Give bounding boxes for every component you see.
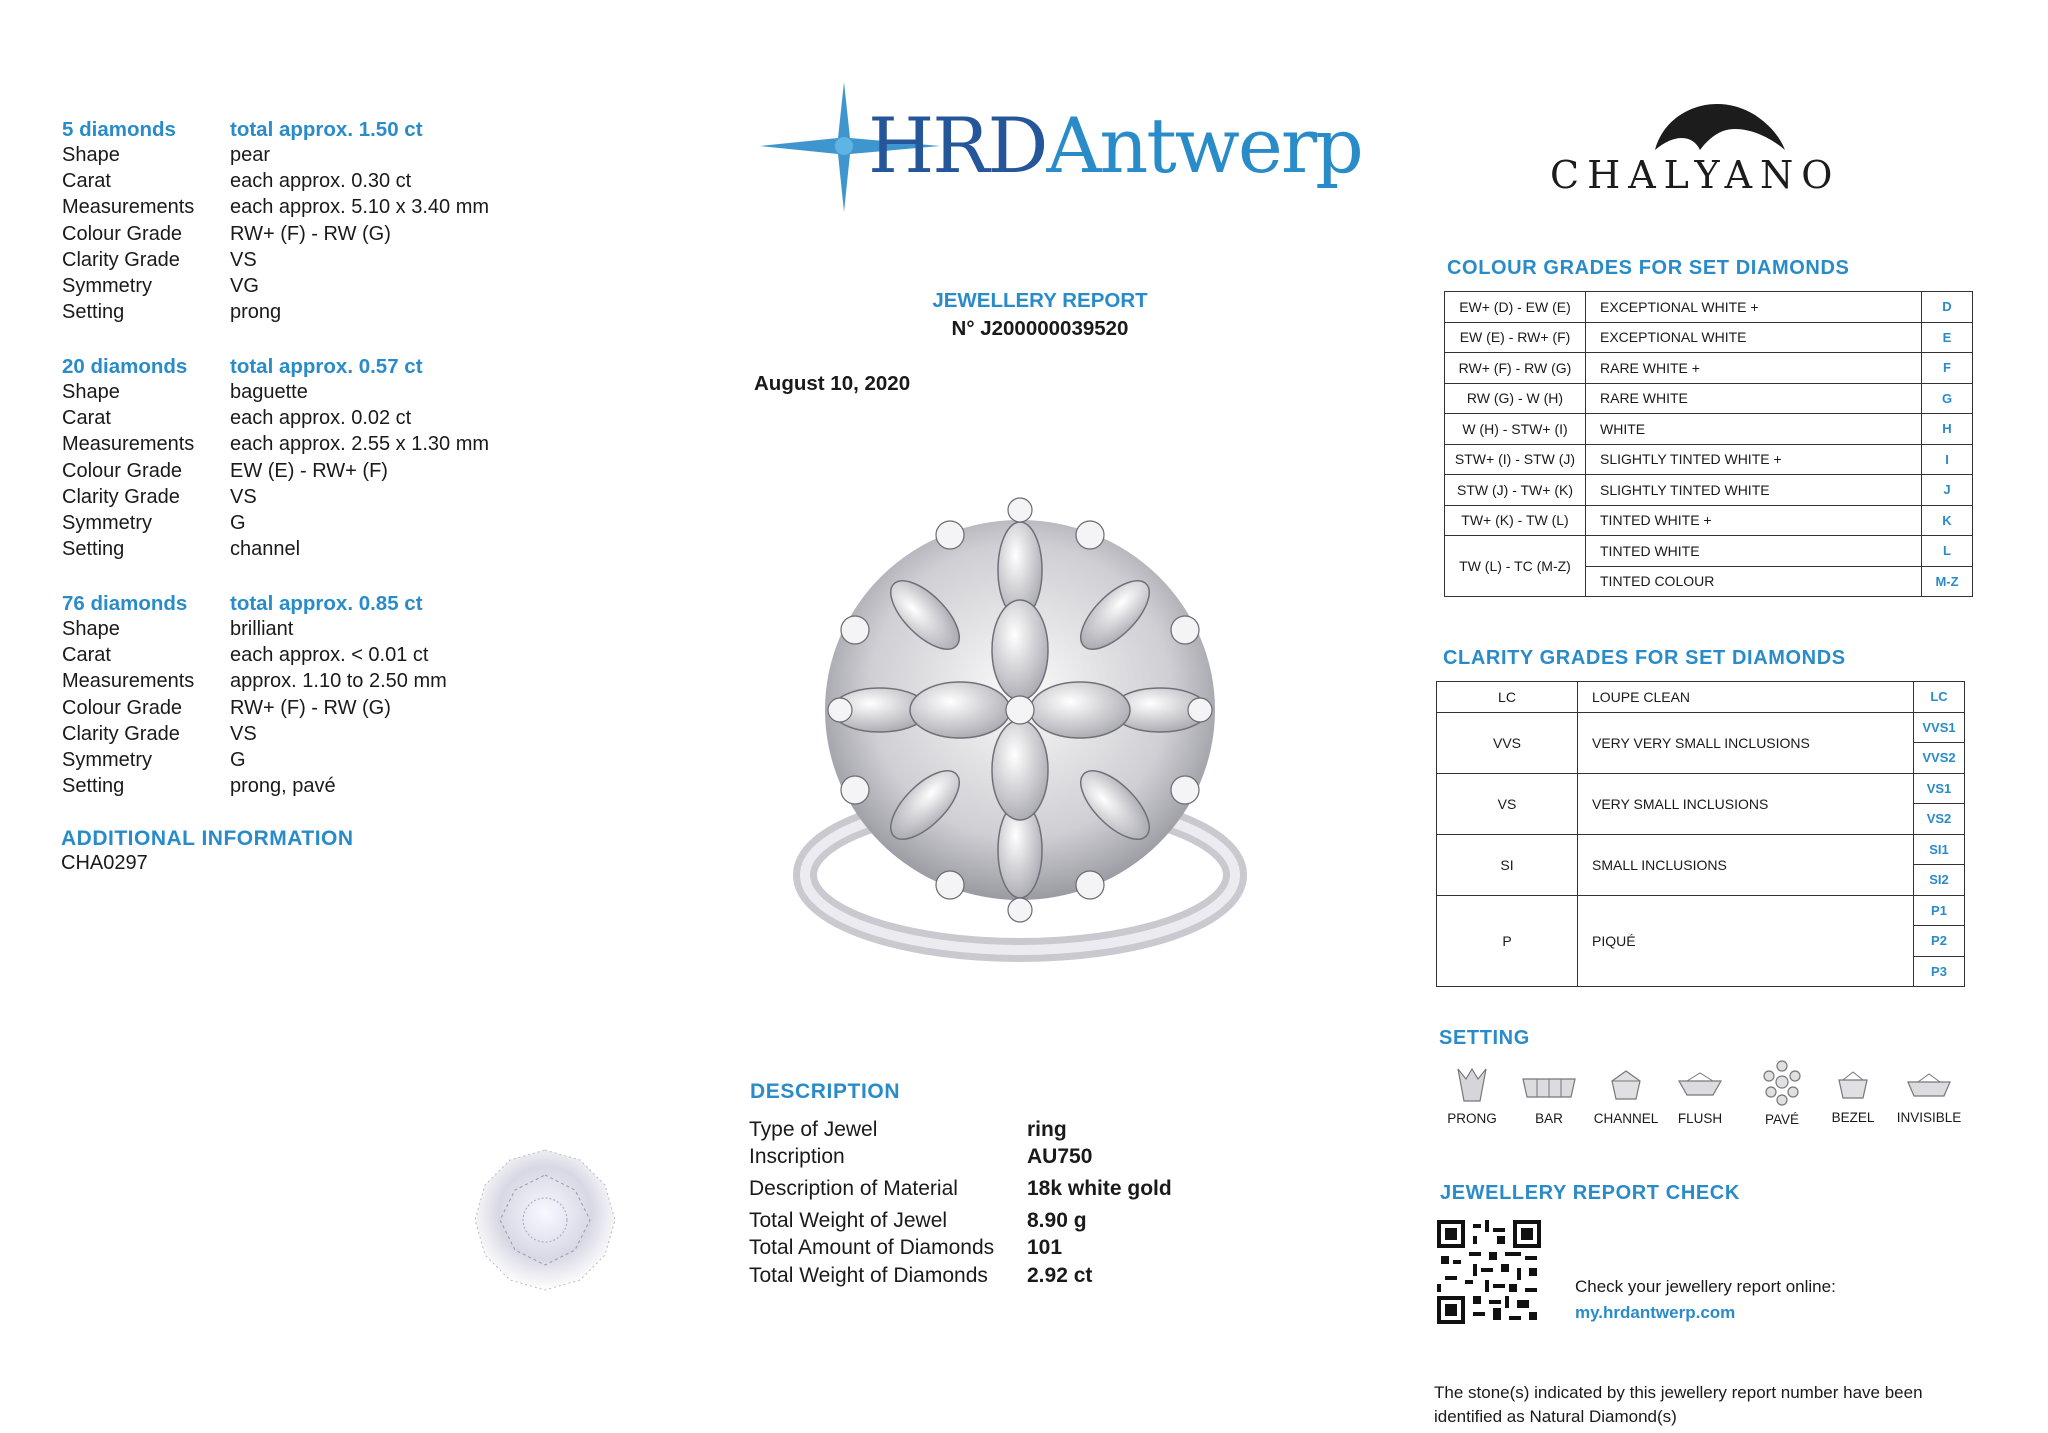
brand-name: CHALYANO <box>1550 153 1841 197</box>
description-label: Type of Jewel <box>749 1117 878 1141</box>
spec-label: Carat <box>62 643 111 666</box>
spec-value: each approx. 2.55 x 1.30 mm <box>230 433 490 456</box>
spec-value: pear <box>230 143 271 166</box>
spec-value: prong <box>230 301 282 324</box>
spec-row <box>62 721 522 747</box>
setting-bar <box>1513 1065 1585 1126</box>
clarity-desc: VERY VERY SMALL INCLUSIONS <box>1578 712 1914 773</box>
spec-value: VG <box>230 275 259 298</box>
table-row <box>1445 475 1973 506</box>
spec-label: Clarity Grade <box>62 248 180 271</box>
spec-row <box>62 273 522 299</box>
spec-value: baguette <box>230 380 308 403</box>
spec-label: Symmetry <box>62 749 152 772</box>
diamond-group-3 <box>62 590 522 800</box>
spec-label: Colour Grade <box>62 696 183 719</box>
colour-grade: D <box>1922 292 1973 323</box>
ring-photo <box>780 480 1260 970</box>
colour-grade: K <box>1922 505 1973 536</box>
table-row <box>1445 383 1973 414</box>
spec-row <box>62 774 522 800</box>
spec-value: brilliant <box>230 617 294 640</box>
description-row <box>749 1144 1172 1172</box>
diamond-count: 76 diamonds <box>62 592 188 615</box>
spec-label: Clarity Grade <box>62 485 180 508</box>
colour-code: RW+ (F) - RW (G) <box>1445 353 1586 384</box>
footer-line-2: identified as Natural Diamond(s) <box>1434 1407 1677 1426</box>
spec-row <box>62 168 522 194</box>
clarity-code: SI <box>1437 834 1578 895</box>
spec-row <box>62 300 522 326</box>
colour-grades-table <box>1444 291 1973 597</box>
spec-label: Shape <box>62 143 120 166</box>
table-row <box>1445 292 1973 323</box>
clarity-grade: VVS1 <box>1914 712 1965 743</box>
hrd-logo-suffix: Antwerp <box>1046 101 1362 190</box>
spec-row <box>62 616 522 642</box>
clarity-grade: P3 <box>1914 956 1965 987</box>
colour-desc: WHITE <box>1586 414 1922 445</box>
diamond-count: 5 diamonds <box>62 118 176 141</box>
clarity-grade: SI1 <box>1914 834 1965 865</box>
description-title: DESCRIPTION <box>750 1080 901 1103</box>
setting-pave <box>1746 1058 1818 1127</box>
spec-label: Measurements <box>62 670 195 693</box>
spec-label: Symmetry <box>62 275 152 298</box>
colour-code: STW (J) - TW+ (K) <box>1445 475 1586 506</box>
report-number: N° J200000039520 <box>951 317 1129 340</box>
report-check-link[interactable]: my.hrdantwerp.com <box>1575 1303 1736 1322</box>
description-value: AU750 <box>1027 1145 1093 1169</box>
colour-grades-title: COLOUR GRADES FOR SET DIAMONDS <box>1447 257 1850 279</box>
description-row <box>749 1262 1172 1290</box>
spec-value: G <box>230 749 246 772</box>
setting-label: PAVÉ <box>1764 1112 1799 1127</box>
setting-label: FLUSH <box>1677 1111 1723 1126</box>
colour-desc: RARE WHITE <box>1586 383 1922 414</box>
description-row <box>749 1116 1172 1144</box>
colour-grade: G <box>1922 383 1973 414</box>
table-row <box>1445 322 1973 353</box>
clarity-code: VS <box>1437 773 1578 834</box>
table-row <box>1437 895 1965 926</box>
diamond-count: 20 diamonds <box>62 355 188 378</box>
spec-value: channel <box>230 538 301 561</box>
colour-code: TW+ (K) - TW (L) <box>1445 505 1586 536</box>
diamond-group-1 <box>62 116 522 326</box>
colour-desc: RARE WHITE + <box>1586 353 1922 384</box>
spec-label: Shape <box>62 617 120 640</box>
clarity-grades-title: CLARITY GRADES FOR SET DIAMONDS <box>1443 647 1846 669</box>
colour-code: RW (G) - W (H) <box>1445 383 1586 414</box>
description-label: Total Weight of Jewel <box>749 1208 948 1232</box>
description-label: Description of Material <box>749 1177 958 1200</box>
spec-row <box>62 379 522 405</box>
table-row <box>1445 505 1973 536</box>
qr-code[interactable] <box>1437 1220 1541 1324</box>
invisible-icon <box>1904 1068 1954 1104</box>
colour-code: W (H) - STW+ (I) <box>1445 414 1586 445</box>
spec-label: Symmetry <box>62 512 152 535</box>
spec-label: Setting <box>62 538 125 561</box>
colour-grade: E <box>1922 322 1973 353</box>
spec-value: VS <box>230 485 257 508</box>
bar-icon <box>1519 1065 1579 1105</box>
table-row <box>1437 682 1965 713</box>
clarity-grade: VS1 <box>1914 773 1965 804</box>
description-value: 18k white gold <box>1027 1177 1172 1200</box>
setting-label: BAR <box>1535 1111 1563 1126</box>
additional-info-value: CHA0297 <box>61 852 148 874</box>
table-row <box>1445 536 1973 567</box>
spec-value: VS <box>230 722 257 745</box>
pave-icon <box>1757 1058 1807 1106</box>
setting-label: CHANNEL <box>1593 1111 1659 1126</box>
diamond-photo <box>470 1145 620 1295</box>
report-date: August 10, 2020 <box>754 372 911 395</box>
setting-title: SETTING <box>1439 1027 1530 1049</box>
description-table <box>749 1116 1172 1290</box>
clarity-desc: PIQUÉ <box>1578 895 1914 987</box>
spec-value: prong, pavé <box>230 775 336 798</box>
description-value: 2.92 ct <box>1027 1263 1093 1287</box>
colour-desc: EXCEPTIONAL WHITE + <box>1586 292 1922 323</box>
spec-row <box>62 537 522 563</box>
chalyano-logo <box>1540 95 1880 195</box>
spec-value: each approx. 0.02 ct <box>230 406 412 429</box>
setting-channel <box>1590 1065 1662 1126</box>
hrd-antwerp-logo <box>760 80 1362 220</box>
clarity-grade: VVS2 <box>1914 743 1965 774</box>
spec-row <box>62 484 522 510</box>
setting-invisible <box>1893 1068 1965 1125</box>
spec-value: approx. 1.10 to 2.50 mm <box>230 670 447 693</box>
flush-icon <box>1675 1065 1725 1105</box>
spec-value: each approx. 5.10 x 3.40 mm <box>230 196 490 219</box>
colour-desc: EXCEPTIONAL WHITE <box>1586 322 1922 353</box>
description-value: ring <box>1027 1117 1067 1141</box>
spec-label: Carat <box>62 169 111 192</box>
spec-value: VS <box>230 248 257 271</box>
clarity-grades-table <box>1436 681 1965 987</box>
colour-code: TW (L) - TC (M-Z) <box>1445 536 1586 597</box>
spec-row <box>62 510 522 536</box>
clarity-grade: SI2 <box>1914 865 1965 896</box>
prong-icon <box>1454 1065 1490 1105</box>
spec-value: each approx. 0.30 ct <box>230 169 412 192</box>
colour-grade: H <box>1922 414 1973 445</box>
spec-row <box>62 432 522 458</box>
setting-label: BEZEL <box>1831 1110 1875 1125</box>
description-value: 8.90 g <box>1027 1208 1087 1232</box>
setting-prong <box>1436 1065 1508 1126</box>
chalyano-emblem-icon <box>1645 95 1795 155</box>
colour-grade: L <box>1922 536 1973 567</box>
spec-label: Measurements <box>62 196 195 219</box>
table-row <box>1437 712 1965 743</box>
setting-label: INVISIBLE <box>1896 1110 1962 1125</box>
table-row <box>1445 414 1973 445</box>
spec-row <box>62 669 522 695</box>
clarity-desc: SMALL INCLUSIONS <box>1578 834 1914 895</box>
description-value: 101 <box>1027 1236 1063 1260</box>
colour-desc: TINTED WHITE <box>1586 536 1922 567</box>
clarity-code: LC <box>1437 682 1578 713</box>
spec-row <box>62 221 522 247</box>
table-row <box>1437 834 1965 865</box>
report-check-text: Check your jewellery report online: <box>1575 1277 1836 1296</box>
colour-grade: J <box>1922 475 1973 506</box>
colour-desc: SLIGHTLY TINTED WHITE + <box>1586 444 1922 475</box>
description-row <box>749 1207 1172 1235</box>
spec-value: each approx. < 0.01 ct <box>230 643 429 666</box>
colour-code: EW (E) - RW+ (F) <box>1445 322 1586 353</box>
spec-label: Measurements <box>62 433 195 456</box>
diamond-total: total approx. 0.57 ct <box>230 355 423 378</box>
colour-grade: F <box>1922 353 1973 384</box>
spec-label: Setting <box>62 301 125 324</box>
description-label: Total Weight of Diamonds <box>749 1263 988 1287</box>
clarity-grade: P2 <box>1914 926 1965 957</box>
spec-row <box>62 247 522 273</box>
channel-icon <box>1606 1065 1646 1105</box>
description-row <box>749 1235 1172 1263</box>
spec-label: Setting <box>62 775 125 798</box>
clarity-grade: P1 <box>1914 895 1965 926</box>
clarity-code: P <box>1437 895 1578 987</box>
diamond-group-2 <box>62 353 522 563</box>
setting-flush <box>1664 1065 1736 1126</box>
spec-label: Carat <box>62 406 111 429</box>
spec-row <box>62 747 522 773</box>
setting-bezel <box>1817 1068 1889 1125</box>
spec-row <box>62 695 522 721</box>
description-label: Inscription <box>749 1145 845 1169</box>
table-row <box>1445 444 1973 475</box>
clarity-desc: VERY SMALL INCLUSIONS <box>1578 773 1914 834</box>
clarity-desc: LOUPE CLEAN <box>1578 682 1914 713</box>
colour-grade: M-Z <box>1922 566 1973 597</box>
colour-grade: I <box>1922 444 1973 475</box>
spec-label: Clarity Grade <box>62 722 180 745</box>
spec-value: G <box>230 512 246 535</box>
colour-code: EW+ (D) - EW (E) <box>1445 292 1586 323</box>
report-check-title: JEWELLERY REPORT CHECK <box>1440 1182 1740 1204</box>
report-title: JEWELLERY REPORT <box>932 289 1148 312</box>
table-row <box>1445 353 1973 384</box>
spec-row <box>62 458 522 484</box>
diamond-total: total approx. 1.50 ct <box>230 118 423 141</box>
description-row <box>749 1171 1172 1207</box>
footer-line-1: The stone(s) indicated by this jewellery report number have been <box>1434 1383 1923 1402</box>
clarity-grade: VS2 <box>1914 804 1965 835</box>
additional-info-title: ADDITIONAL INFORMATION <box>61 827 354 850</box>
colour-desc: TINTED COLOUR <box>1586 566 1922 597</box>
description-label: Total Amount of Diamonds <box>749 1236 995 1260</box>
bezel-icon <box>1833 1068 1873 1104</box>
spec-row <box>62 195 522 221</box>
diamond-total: total approx. 0.85 ct <box>230 592 423 615</box>
clarity-code: VVS <box>1437 712 1578 773</box>
clarity-grade: LC <box>1914 682 1965 713</box>
colour-desc: SLIGHTLY TINTED WHITE <box>1586 475 1922 506</box>
setting-label: PRONG <box>1447 1111 1497 1126</box>
spec-label: Shape <box>62 380 120 403</box>
spec-row <box>62 642 522 668</box>
spec-row <box>62 142 522 168</box>
spec-value: RW+ (F) - RW (G) <box>230 696 391 719</box>
spec-value: EW (E) - RW+ (F) <box>230 459 388 482</box>
hrd-logo-prefix: HRD <box>868 101 1047 190</box>
spec-value: RW+ (F) - RW (G) <box>230 222 391 245</box>
table-row <box>1437 773 1965 804</box>
colour-code: STW+ (I) - STW (J) <box>1445 444 1586 475</box>
spec-label: Colour Grade <box>62 222 183 245</box>
spec-label: Colour Grade <box>62 459 183 482</box>
spec-row <box>62 405 522 431</box>
colour-desc: TINTED WHITE + <box>1586 505 1922 536</box>
